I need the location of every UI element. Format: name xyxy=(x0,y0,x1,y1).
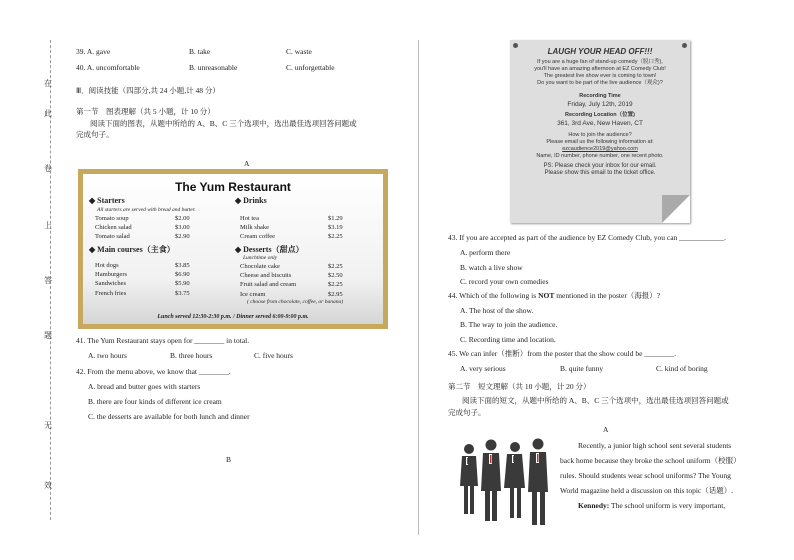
recording-time: Friday, July 12th, 2019 xyxy=(567,101,633,108)
poster-text: you'll have an amazing afternoon at EZ Comedy Club! xyxy=(534,66,666,72)
poster-ps: Please show this email to the ticket office. xyxy=(544,170,656,176)
menu-item-price: $5.90 xyxy=(175,280,190,288)
q41-option-b: B. three hours xyxy=(170,351,213,360)
poster-ps: PS: Please check your inbox for our email. xyxy=(543,163,657,169)
menu-title: The Yum Restaurant xyxy=(175,180,291,194)
desserts-heading: ◆ Desserts（甜点） xyxy=(235,245,304,254)
students-photo xyxy=(455,437,555,540)
menu-item-name: Milk shake xyxy=(240,224,270,231)
menu-item-price: $6.90 xyxy=(175,271,190,279)
menu-item-price: $3.85 xyxy=(175,262,190,269)
sec1-instruction: 阅读下面的图表，从题中所给的 A、B、C 三个选项中，选出最佳选项回答问题或 xyxy=(90,119,357,128)
menu-item-name: Hamburgers xyxy=(95,271,128,279)
menu-item-price: $2.50 xyxy=(328,272,343,280)
ice-cream-note: ( choose from chocolate, coffee, or banana) xyxy=(247,299,344,305)
menu-item-name: Cheese and biscuits xyxy=(240,272,292,280)
sec1-title: 第一节 图表理解（共 5 小题，计 10 分） xyxy=(76,107,215,116)
menu-item-price: $1.29 xyxy=(328,215,343,222)
passage-label-a: A xyxy=(244,159,250,168)
sec1-instruction-cont: 完成句子。 xyxy=(76,130,114,139)
q45-option-c: C. kind of boring xyxy=(656,364,708,373)
q42-option-a: A. bread and butter goes with starters xyxy=(88,382,201,391)
starters-note: All starters are served with bread and butter. xyxy=(97,207,196,213)
passage-text: Kennedy: The school uniform is very important, xyxy=(578,501,726,510)
page-fold-corner xyxy=(662,195,690,223)
passage-text: back home because they broke the school uniform（校服） xyxy=(560,456,741,465)
passage-text: Recently, a junior high school sent several students xyxy=(578,441,732,450)
q43-option-b: B. watch a live show xyxy=(460,263,523,272)
q44-option-a: A. The host of the show. xyxy=(460,306,534,315)
q42-stem: 42. From the menu above, we know that ________. xyxy=(76,367,231,376)
menu-item-name: Ice cream xyxy=(240,290,266,298)
q41-option-c: C. five hours xyxy=(254,351,293,360)
binding-warning-char: 此 xyxy=(44,109,52,118)
poster-text: How to join the audience? xyxy=(568,132,632,138)
q40-option-a: 40. A. uncomfortable xyxy=(76,63,140,72)
comedy-poster xyxy=(510,40,690,223)
drinks-heading: ◆ Drinks xyxy=(235,196,267,205)
menu-item-name: Sandwiches xyxy=(95,280,127,288)
recording-time-label: Recording Time xyxy=(579,93,621,99)
poster-text: Do you want to be part of the live audience（观众)? xyxy=(537,80,663,86)
binding-warning-char: 在 xyxy=(44,79,52,88)
column-divider xyxy=(418,40,419,535)
menu-item-price: $2.95 xyxy=(328,290,343,298)
menu-item-price: $2.90 xyxy=(175,233,190,240)
main-courses-heading: ◆ Main courses（主食） xyxy=(89,245,175,254)
email-link[interactable]: ezcaudience2019@yahoo.com xyxy=(562,146,638,152)
q44-stem: 44. Which of the following is NOT mentioned in the poster（海报）? xyxy=(448,291,661,300)
q40-option-c: C. unforgettable xyxy=(286,63,335,72)
q41-stem: 41. The Yum Restaurant stays open for ________ in total. xyxy=(76,336,250,345)
sec2-instruction: 阅读下面的短文，从题中所给的 A、B、C 三个选项中，选出最佳选项回答问题或 xyxy=(462,396,729,405)
binding-warning-char: 效 xyxy=(44,481,52,490)
q43-stem: 43. If you are accepted as part of the audience by EZ Comedy Club, you can ____________. xyxy=(448,233,727,242)
menu-item-name: Chocolate cake xyxy=(240,263,280,270)
q43-option-c: C. record your own comedies xyxy=(460,277,549,286)
binding-warning-char: 卷 xyxy=(44,164,52,173)
q45-option-b: B. quite funny xyxy=(560,364,604,373)
sec2-title: 第二节 短文理解（共 10 小题，计 20 分） xyxy=(448,382,591,391)
menu-item-price: $2.25 xyxy=(328,233,343,240)
poster-text: Please email us the following information at: xyxy=(546,139,654,145)
passage-text: rules. Should students wear school uniforms? The Young xyxy=(560,471,731,480)
menu-item-price: $2.25 xyxy=(328,281,343,289)
menu-item-name: Tomato soup xyxy=(95,215,129,222)
binding-warning-char: 题 xyxy=(44,331,52,340)
q42-option-c: C. the desserts are available for both lunch and dinner xyxy=(88,412,250,421)
passage-label-b: B xyxy=(226,455,232,464)
binding-warning-char: 上 xyxy=(44,221,52,230)
q39-option-b: B. take xyxy=(189,47,211,56)
sec2-instruction-cont: 完成句子。 xyxy=(448,408,486,417)
q41-option-a: A. two hours xyxy=(88,351,127,360)
pin-icon xyxy=(513,43,518,48)
poster-title: LAUGH YOUR HEAD OFF!!! xyxy=(547,47,653,56)
menu-item-name: Chicken salad xyxy=(95,224,132,231)
menu-item-name: Hot dogs xyxy=(95,262,119,269)
menu-item-price: $3.19 xyxy=(328,224,343,231)
recording-location: 361, 3rd Ave, New Haven, CT xyxy=(557,120,643,127)
menu-hours: Lunch served 12:30-2:30 p.m. / Dinner served 6:00-9:00 p.m. xyxy=(157,314,309,320)
menu-item-name: Tomato salad xyxy=(95,233,130,240)
menu-item-name: French fries xyxy=(95,289,127,297)
binding-warning-char: 无 xyxy=(44,421,52,430)
q44-option-b: B. The way to join the audience. xyxy=(460,320,558,329)
poster-text: Name, ID number, phone number, one recent photo. xyxy=(536,153,664,159)
poster-text: The greatest live show ever is coming to town! xyxy=(543,73,657,79)
section3-heading: Ⅲ．阅读技能（四部分,共 24 小题,计 48 分） xyxy=(76,86,220,95)
q39-option-c: C. waste xyxy=(286,47,312,56)
starters-heading: ◆ Starters xyxy=(89,196,125,205)
restaurant-menu xyxy=(78,169,388,329)
q44-option-c: C. Recording time and location. xyxy=(460,335,556,344)
menu-item-price: $2.00 xyxy=(175,215,190,222)
pin-icon xyxy=(682,43,687,48)
q45-stem: 45. We can infer（推断）from the poster that the show could be ________. xyxy=(448,349,677,358)
passage-text: World magazine held a discussion on this topic（话题）. xyxy=(560,486,734,495)
menu-item-price: $3.75 xyxy=(175,289,190,297)
desserts-note: Lunchtime only xyxy=(243,255,278,261)
passage-label-a: A xyxy=(603,425,609,434)
menu-item-name: Fruit salad and cream xyxy=(240,281,297,289)
q39-option-a: 39. A. gave xyxy=(76,47,111,56)
q43-option-a: A. perform there xyxy=(460,248,511,257)
q45-option-a: A. very serious xyxy=(460,364,506,373)
menu-item-price: $3.00 xyxy=(175,224,190,231)
recording-location-label: Recording Location（位置) xyxy=(565,112,635,118)
menu-item-name: Hot tea xyxy=(240,215,259,222)
menu-item-name: Cream coffee xyxy=(240,233,276,240)
q42-option-b: B. there are four kinds of different ice cream xyxy=(88,397,222,406)
q40-option-b: B. unreasonable xyxy=(189,63,238,72)
menu-item-price: $2.25 xyxy=(328,263,343,270)
binding-warning-char: 答 xyxy=(44,276,52,285)
poster-text: If you are a huge fan of stand-up comedy（脱口秀), xyxy=(537,59,663,65)
